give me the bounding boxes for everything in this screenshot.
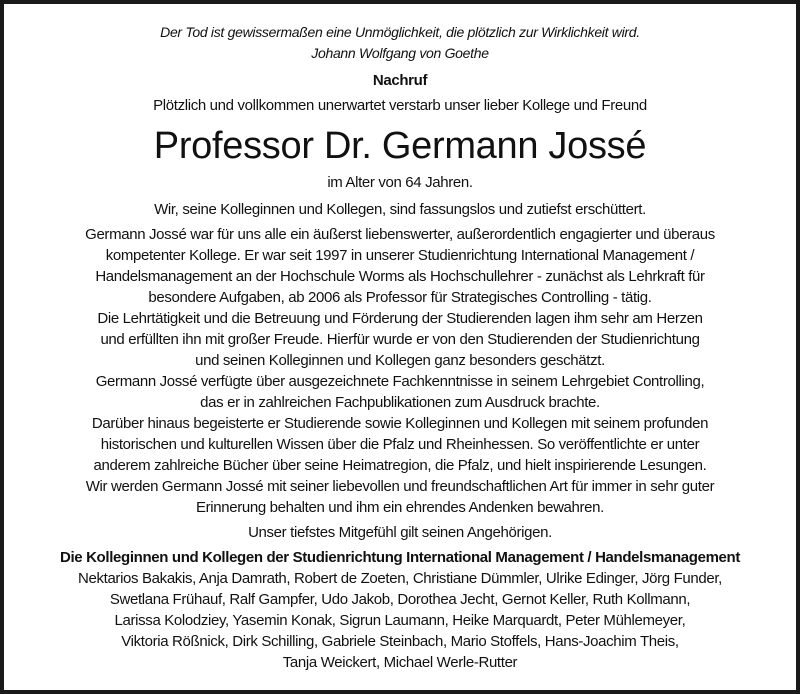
- body-line: kompetenter Kollege. Er war seit 1997 in unserer Studienrichtung International Management /: [105, 247, 695, 264]
- body-line: historischen und kulturellen Wissen über die Pfalz und Rheinhessen. So veröffentlichte er unter: [100, 436, 700, 453]
- quote-block: [4, 4, 796, 64]
- body-line: das er in zahlreichen Fachpublikationen zum Ausdruck brachte.: [200, 394, 600, 411]
- body-text: [4, 224, 796, 518]
- signers-line: Swetlana Frühauf, Ralf Gampfer, Udo Jakob, Dorothea Jecht, Gernot Keller, Ruth Kollmann,: [109, 591, 691, 608]
- body-line: Germann Jossé war für uns alle ein äußerst liebenswerter, außerordentlich engagierter und überaus: [85, 226, 715, 243]
- signers-line: Tanja Weickert, Michael Werle-Rutter: [282, 654, 518, 671]
- body-line: besondere Aufgaben, ab 2006 als Professor für Strategisches Controlling - tätig.: [148, 289, 652, 306]
- body-line: Wir werden Germann Jossé mit seiner liebevollen und freundschaftlichen Art für immer in sehr guter: [85, 478, 715, 495]
- body-line: und seinen Kolleginnen und Kollegen ganz besonders geschätzt.: [195, 352, 605, 369]
- condolence-text: Unser tiefstes Mitgefühl gilt seinen Angehörigen.: [248, 524, 552, 541]
- heading: Nachruf: [372, 72, 428, 89]
- body-line: Die Lehrtätigkeit und die Betreuung und Förderung der Studierenden lagen ihm sehr am Herzen: [97, 310, 703, 327]
- intro-text: Plötzlich und vollkommen unerwartet verstarb unser lieber Kollege und Freund: [153, 97, 647, 114]
- signers-line: Nektarios Bakakis, Anja Damrath, Robert de Zoeten, Christiane Dümmler, Ulrike Edinger, Jörg Funder,: [78, 570, 722, 587]
- deceased-name: Professor Dr. Germann Jossé: [153, 125, 647, 167]
- body-line: Darüber hinaus begeisterte er Studierende sowie Kolleginnen und Kollegen mit seinem profunden: [91, 415, 709, 432]
- signers-line: Larissa Kolodziey, Yasemin Konak, Sigrun Laumann, Heike Marquardt, Peter Mühlemeyer,: [114, 612, 686, 629]
- age-text: im Alter von 64 Jahren.: [327, 174, 473, 191]
- quote-author: Johann Wolfgang von Goethe: [311, 45, 489, 61]
- shock-text: Wir, seine Kolleginnen und Kollegen, sind fassungslos und zutiefst erschüttert.: [154, 201, 646, 218]
- body-line: und erfüllten ihn mit großer Freude. Hierfür wurde er von den Studierenden der Studienrichtung: [100, 331, 700, 348]
- quote-text: Der Tod ist gewissermaßen eine Unmöglichkeit, die plötzlich zur Wirklichkeit wird.: [160, 24, 640, 40]
- signers-header: Die Kolleginnen und Kollegen der Studienrichtung International Management / Handelsmanagement: [59, 549, 741, 566]
- signers-line: Viktoria Rößnick, Dirk Schilling, Gabriele Steinbach, Mario Stoffels, Hans-Joachim Theis,: [121, 633, 679, 650]
- body-line: Handelsmanagement an der Hochschule Worms als Hochschullehrer - zunächst als Lehrkraft für: [95, 268, 705, 285]
- body-line: Erinnerung behalten und ihm ein ehrendes Andenken bewahren.: [195, 499, 604, 516]
- body-line: Germann Jossé verfügte über ausgezeichnete Fachkenntnisse in seinem Lehrgebiet Controlling,: [95, 373, 705, 390]
- body-line: anderem zahlreiche Bücher über seine Heimatregion, die Pfalz, und hielt inspirierende Lesungen.: [93, 457, 707, 474]
- signers-block: [4, 547, 796, 673]
